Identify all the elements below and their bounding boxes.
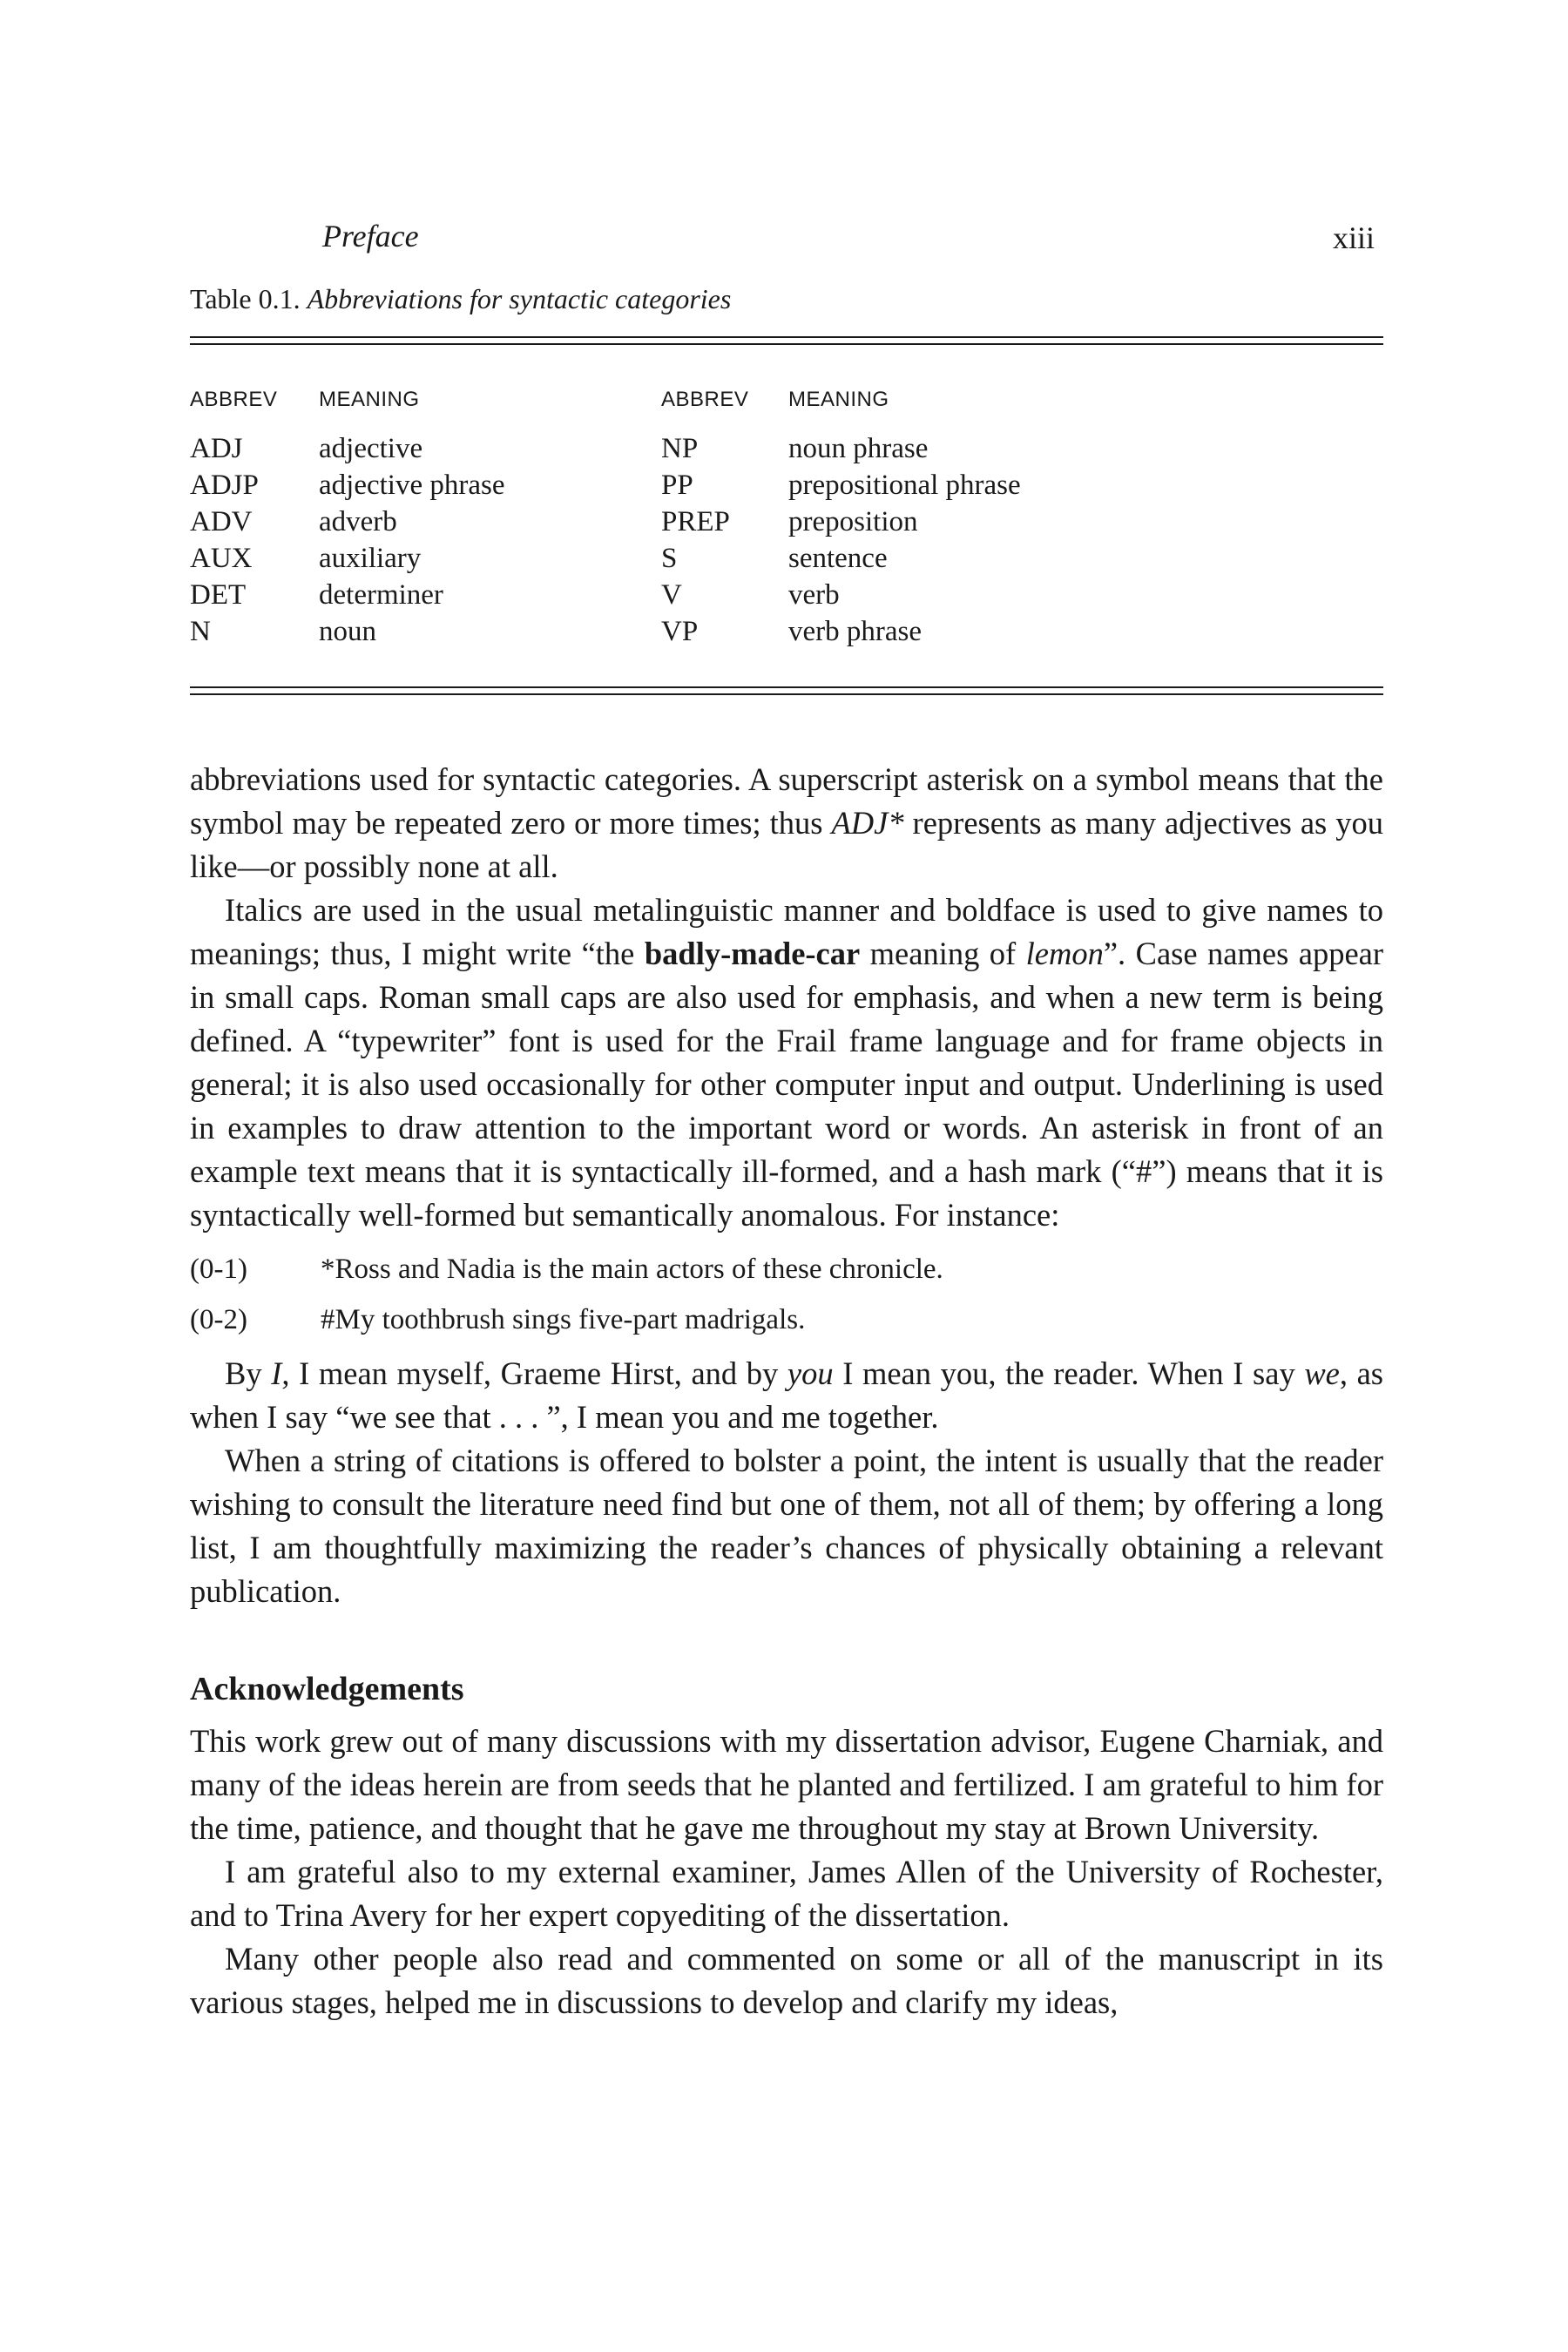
table-header-row xyxy=(190,388,1137,433)
italic-text: you xyxy=(787,1355,834,1391)
table-cell: verb xyxy=(788,579,840,611)
body-text xyxy=(190,758,1383,2024)
paragraph: I am grateful also to my external examiner, James Allen of the University of Rochester, and to Trina Avery for her expert copyediting of the dissertation. xyxy=(190,1854,1383,1933)
column-header: MEANING xyxy=(319,388,420,411)
table-cell: V xyxy=(661,579,682,611)
text-run: abbreviations used for syntactic categories. A superscript asterisk on a symbol means that the symbol may be repeated zero or more times; thus xyxy=(190,761,1383,841)
text-run: represents as many adjectives as you like—or possibly none at all. xyxy=(190,805,1383,884)
table-cell: VP xyxy=(661,616,699,647)
table-row xyxy=(190,579,1137,616)
table-caption-label: Table 0.1. xyxy=(190,283,301,314)
table-top-rule xyxy=(190,336,1383,338)
page-number: xiii xyxy=(1333,220,1375,255)
table-cell: ADJ xyxy=(190,433,243,464)
table-cell: noun xyxy=(319,616,376,647)
italic-text: ADJ* xyxy=(831,805,904,841)
text-run: Italics are used in the usual metalinguistic manner and boldface is used to give names to meanings; thus, I might write “the xyxy=(190,892,1383,971)
text-run: , as when I say “we see that . . . ”, I mean you and me together. xyxy=(190,1355,1383,1435)
table-cell: adverb xyxy=(319,506,397,537)
column-header: MEANING xyxy=(788,388,889,411)
italic-text: we xyxy=(1304,1355,1340,1391)
table-top-rule-inner xyxy=(190,343,1383,345)
table-bottom-rule-inner xyxy=(190,693,1383,695)
running-head: Preface xyxy=(322,219,419,253)
table-cell: sentence xyxy=(788,543,888,574)
bold-text: badly-made-car xyxy=(644,936,861,971)
table-cell: preposition xyxy=(788,506,918,537)
table-cell: noun phrase xyxy=(788,433,929,464)
table-caption xyxy=(190,283,731,315)
example-line xyxy=(190,1294,1383,1345)
column-header: ABBREV xyxy=(190,388,278,411)
table-cell: determiner xyxy=(319,579,443,611)
text-run: , I mean myself, Graeme Hirst, and by xyxy=(281,1355,787,1391)
table-cell: ADV xyxy=(190,506,253,537)
text-run: ”. Case names appear in small caps. Roman small caps are also used for emphasis, and when a new term is being defined. A “typewriter” font is used for the Frail frame language and for frame objects in general; it is also used occasionally for other computer input and output. Underlining is used in examples to draw attention to the important word or words. An asterisk in front of an example text means that it is syntactically ill-formed, and a hash mark (“#”) means that it is syntactically well-formed but semantically anomalous. For instance: xyxy=(190,936,1383,1233)
italic-text: lemon xyxy=(1025,936,1104,971)
table-cell: N xyxy=(190,616,211,647)
example-text: *Ross and Nadia is the main actors of these chronicle. xyxy=(321,1254,943,1285)
table-cell: ADJP xyxy=(190,470,259,501)
table-cell: NP xyxy=(661,433,699,464)
example-text: #My toothbrush sings five-part madrigals. xyxy=(321,1304,806,1335)
paragraph: When a string of citations is offered to bolster a point, the intent is usually that the reader wishing to consult the literature need find but one of them, not all of them; by offering a long list, I am thoughtfully maximizing the reader’s chances of physically obtaining a relevant publication. xyxy=(190,1443,1383,1609)
table-cell: PP xyxy=(661,470,693,501)
paragraph xyxy=(190,889,1383,1237)
table-cell: verb phrase xyxy=(788,616,923,647)
paragraph xyxy=(190,1352,1383,1439)
table-bottom-rule xyxy=(190,686,1383,688)
example-number: (0-1) xyxy=(190,1254,247,1285)
table-cell: PREP xyxy=(661,506,730,537)
table-cell: adjective phrase xyxy=(319,470,505,501)
table-caption-title: Abbreviations for syntactic categories xyxy=(307,283,732,314)
italic-text: I xyxy=(271,1355,282,1391)
table-cell: DET xyxy=(190,579,247,611)
example-number: (0-2) xyxy=(190,1304,247,1335)
paragraph: This work grew out of many discussions with my dissertation advisor, Eugene Charniak, and many of the ideas herein are from seeds that he planted and fertilized. I am grateful to him for the time, patience, and thought that he gave me throughout my stay at Brown University. xyxy=(190,1723,1383,1846)
text-run: I mean you, the reader. When I say xyxy=(833,1355,1305,1391)
table-row xyxy=(190,616,1137,652)
table-cell: S xyxy=(661,543,678,574)
table-row xyxy=(190,433,1137,470)
paragraph: Many other people also read and commented on some or all of the manuscript in its various stages, helped me in discussions to develop and clarify my ideas, xyxy=(190,1941,1383,2020)
table-row xyxy=(190,470,1137,506)
table-cell: auxiliary xyxy=(319,543,422,574)
table-cell: adjective xyxy=(319,433,423,464)
section-heading: Acknowledgements xyxy=(190,1671,464,1707)
paragraph xyxy=(190,758,1383,889)
table-row xyxy=(190,506,1137,543)
column-header: ABBREV xyxy=(661,388,749,411)
table-row xyxy=(190,543,1137,579)
text-run: By xyxy=(225,1355,272,1391)
text-run: meaning of xyxy=(860,936,1026,971)
table-cell: AUX xyxy=(190,543,253,574)
example-line xyxy=(190,1244,1383,1294)
abbreviations-table xyxy=(190,388,1137,652)
table-cell: prepositional phrase xyxy=(788,470,1021,501)
